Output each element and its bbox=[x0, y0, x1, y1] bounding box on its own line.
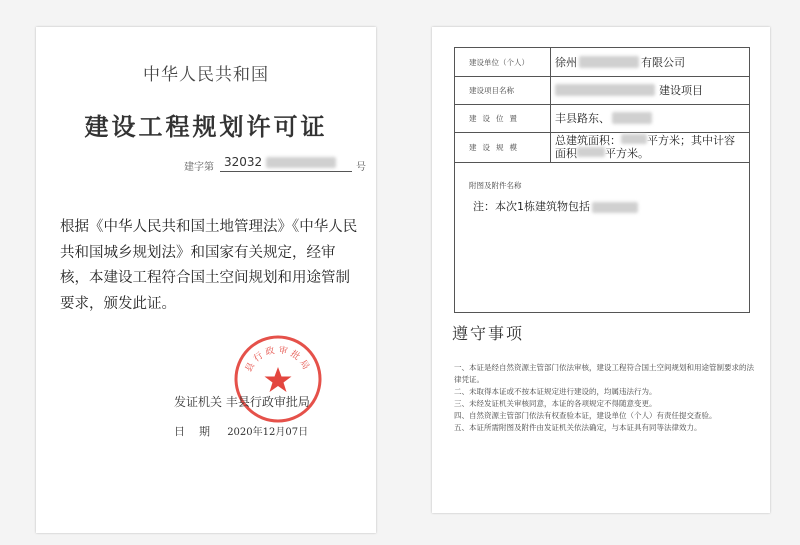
row-label: 建设单位（个人） bbox=[455, 48, 551, 76]
certificate-body-text: 根据《中华人民共和国土地管理法》《中华人民共和国城乡规划法》和国家有关规定，经审核，本建设工程符合国土空间规划和用途管制要求，颁发此证。 bbox=[60, 219, 358, 312]
seal-text: 县行政审批局 bbox=[243, 345, 313, 374]
attachments-label: 附图及附件名称 bbox=[469, 181, 522, 190]
certificate-title: 建设工程规划许可证 bbox=[84, 112, 328, 141]
certificate-front-page bbox=[36, 27, 376, 533]
redacted-area bbox=[577, 147, 605, 157]
redacted-area bbox=[579, 56, 639, 68]
issuing-authority: 发证机关 丰县行政审批局 bbox=[174, 395, 310, 409]
certificate-number-row bbox=[184, 155, 364, 173]
row-value: 总建筑面积： 平方米；其中计容 面积 平方米。 bbox=[555, 134, 735, 160]
table-row bbox=[455, 104, 749, 133]
row-label: 建设规模 bbox=[455, 132, 551, 162]
redacted-area bbox=[621, 134, 647, 144]
country-name: 中华人民共和国 bbox=[143, 65, 269, 85]
project-info-table bbox=[454, 47, 750, 313]
redacted-area bbox=[612, 112, 652, 124]
notice-item: 四、自然资源主管部门依法有权查验本证，建设单位（个人）有责任提交查验。 bbox=[454, 411, 717, 420]
attachments-note: 注：本次1栋建筑物包括 bbox=[473, 198, 638, 214]
redacted-area bbox=[266, 157, 336, 168]
notice-item: 五、本证所需附图及附件由发证机关依法确定，与本证具有同等法律效力。 bbox=[454, 423, 702, 432]
redacted-area bbox=[592, 202, 638, 213]
row-label: 建设项目名称 bbox=[455, 76, 551, 104]
certificate-number-underline bbox=[220, 171, 352, 172]
table-row bbox=[455, 48, 749, 77]
star-icon bbox=[265, 367, 292, 392]
issue-date: 日期 2020年12月07日 bbox=[174, 425, 309, 438]
table-row bbox=[455, 76, 749, 105]
notice-list bbox=[454, 362, 754, 434]
certificate-number-value: 32032 bbox=[224, 155, 336, 169]
row-value: 丰县路东、 bbox=[555, 104, 747, 132]
table-row bbox=[455, 132, 749, 163]
certificate-number-suffix: 号 bbox=[356, 162, 366, 173]
certificate-back-page bbox=[432, 27, 770, 513]
row-label: 建设位置 bbox=[455, 104, 551, 132]
official-seal bbox=[233, 334, 323, 424]
row-value: 徐州 有限公司 bbox=[555, 56, 685, 69]
notice-title: 遵守事项 bbox=[452, 324, 525, 343]
notice-item: 一、本证是经自然资源主管部门依法审核，建设工程符合国土空间规划和用途管制要求的法律凭证。 bbox=[454, 363, 754, 384]
row-value: 建设项目 bbox=[555, 76, 747, 104]
certificate-number-label: 建字第 bbox=[184, 162, 214, 173]
notice-item: 三、未经发证机关审核同意，本证的各项规定不得随意变更。 bbox=[454, 399, 657, 408]
redacted-area bbox=[555, 84, 655, 96]
notice-item: 二、未取得本证或不按本证规定进行建设的，均属违法行为。 bbox=[454, 387, 657, 396]
